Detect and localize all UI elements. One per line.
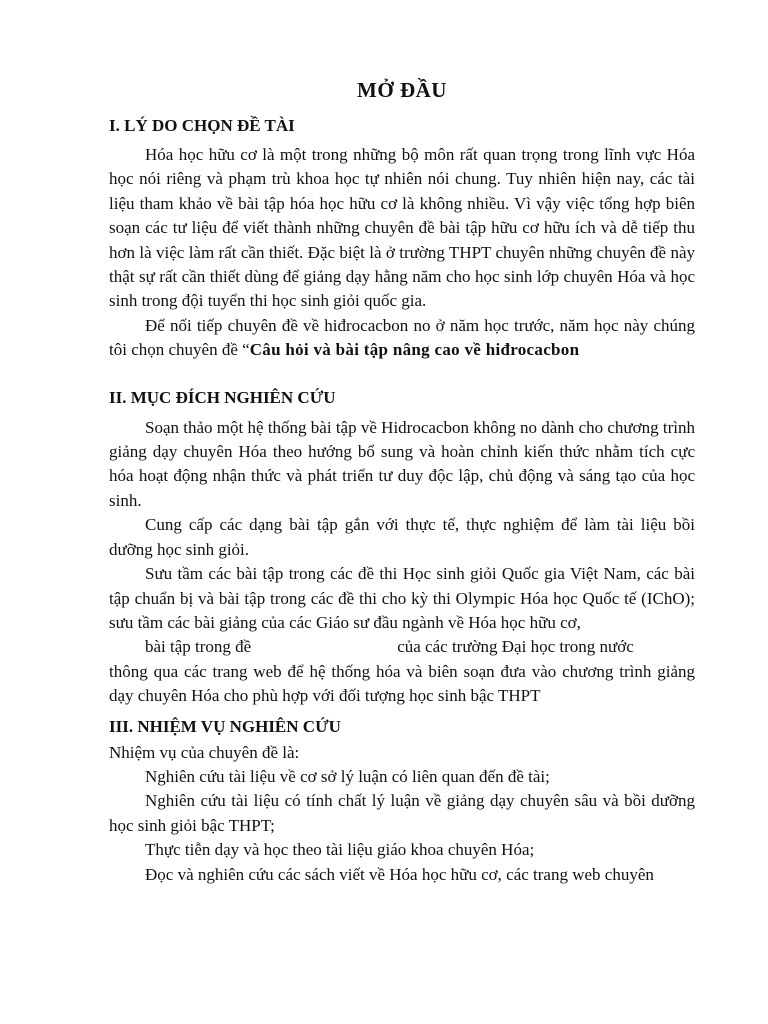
purpose-3-fragment-a: bài tập trong đề (145, 637, 252, 657)
paragraph-reason-1: Hóa học hữu cơ là một trong những bộ môn rất quan trọng trong lĩnh vực Hóa học nói riêng và phạm trù khoa học tự nhiên nói chung. Tuy nhiên hiện nay, các tài liệu tham khảo về bài tập hóa học hữu cơ là không nhiều. Vì vậy việc tổng hợp biên soạn các tư liệu để viết thành những chuyên đề bài tập hữu cơ hữu ích và dễ tiếp thu hơn là việc làm rất cần thiết. Đặc biệt là ở trường THPT chuyên những chuyên đề này thật sự rất cần thiết dùng để giảng dạy hằng năm cho học sinh lớp chuyên Hóa và học sinh trong đội tuyển thi học sinh giỏi quốc gia. (109, 145, 695, 311)
document-page (109, 76, 695, 887)
paragraph-purpose-3-line (109, 635, 695, 659)
section-heading-1: I. LÝ DO CHỌN ĐỀ TÀI (109, 116, 295, 135)
paragraph-purpose-2: Cung cấp các dạng bài tập gắn với thực tế, thực nghiệm để làm tài liệu bồi dưỡng học sinh giỏi. (109, 515, 695, 559)
page-title: MỞ ĐẦU (357, 78, 447, 102)
paragraph-purpose-3: Sưu tầm các bài tập trong các đề thi Học sinh giỏi Quốc gia Việt Nam, các bài tập chuẩn bị và bài tập trong các đề thi cho kỳ thi Olympic Hóa học Quốc tế (IChO); sưu tầm các bài giảng của các Giáo sư đầu ngành về Hóa học hữu cơ, (109, 564, 695, 632)
task-item-1: Nghiên cứu tài liệu về cơ sở lý luận có liên quan đến đề tài; (145, 766, 550, 786)
task-item-2: Nghiên cứu tài liệu có tính chất lý luận về giảng dạy chuyên sâu và bồi dưỡng học sinh giỏi bậc THPT; (109, 791, 695, 835)
paragraph-reason-2 (109, 314, 695, 363)
task-item-4: Đọc và nghiên cứu các sách viết về Hóa học hữu cơ, các trang web chuyên (145, 864, 654, 884)
task-item-3: Thực tiễn dạy và học theo tài liệu giáo khoa chuyên Hóa; (145, 840, 535, 860)
section-heading-2: II. MỤC ĐÍCH NGHIÊN CỨU (109, 387, 336, 407)
topic-title-bold: Câu hỏi và bài tập nâng cao về hiđrocacbon (249, 340, 580, 360)
paragraph-reason-2-text: Để nối tiếp chuyên đề về hiđrocacbon no ở năm học trước, năm học này chúng tôi chọn chuyên đề “ (109, 315, 695, 360)
paragraph-purpose-1: Soạn thảo một hệ thống bài tập về Hidrocacbon không no dành cho chương trình giảng dạy chuyên Hóa theo hướng bổ sung và hoàn chỉnh kiến thức nhằm tích cực hóa hoạt động nhận thức và phát triển tư duy độc lập, chủ động và sáng tạo của học sinh. (109, 417, 695, 510)
purpose-3-fragment-b: của các trường Đại học trong nước (397, 637, 634, 657)
section-heading-3: III. NHIỆM VỤ NGHIÊN CỨU (109, 716, 341, 736)
tasks-intro: Nhiệm vụ của chuyên đề là: (109, 742, 300, 762)
paragraph-purpose-3-end: thông qua các trang web để hệ thống hóa và biên soạn đưa vào chương trình giảng dạy chuyên Hóa cho phù hợp với đối tượng học sinh bậc THPT (109, 661, 695, 706)
